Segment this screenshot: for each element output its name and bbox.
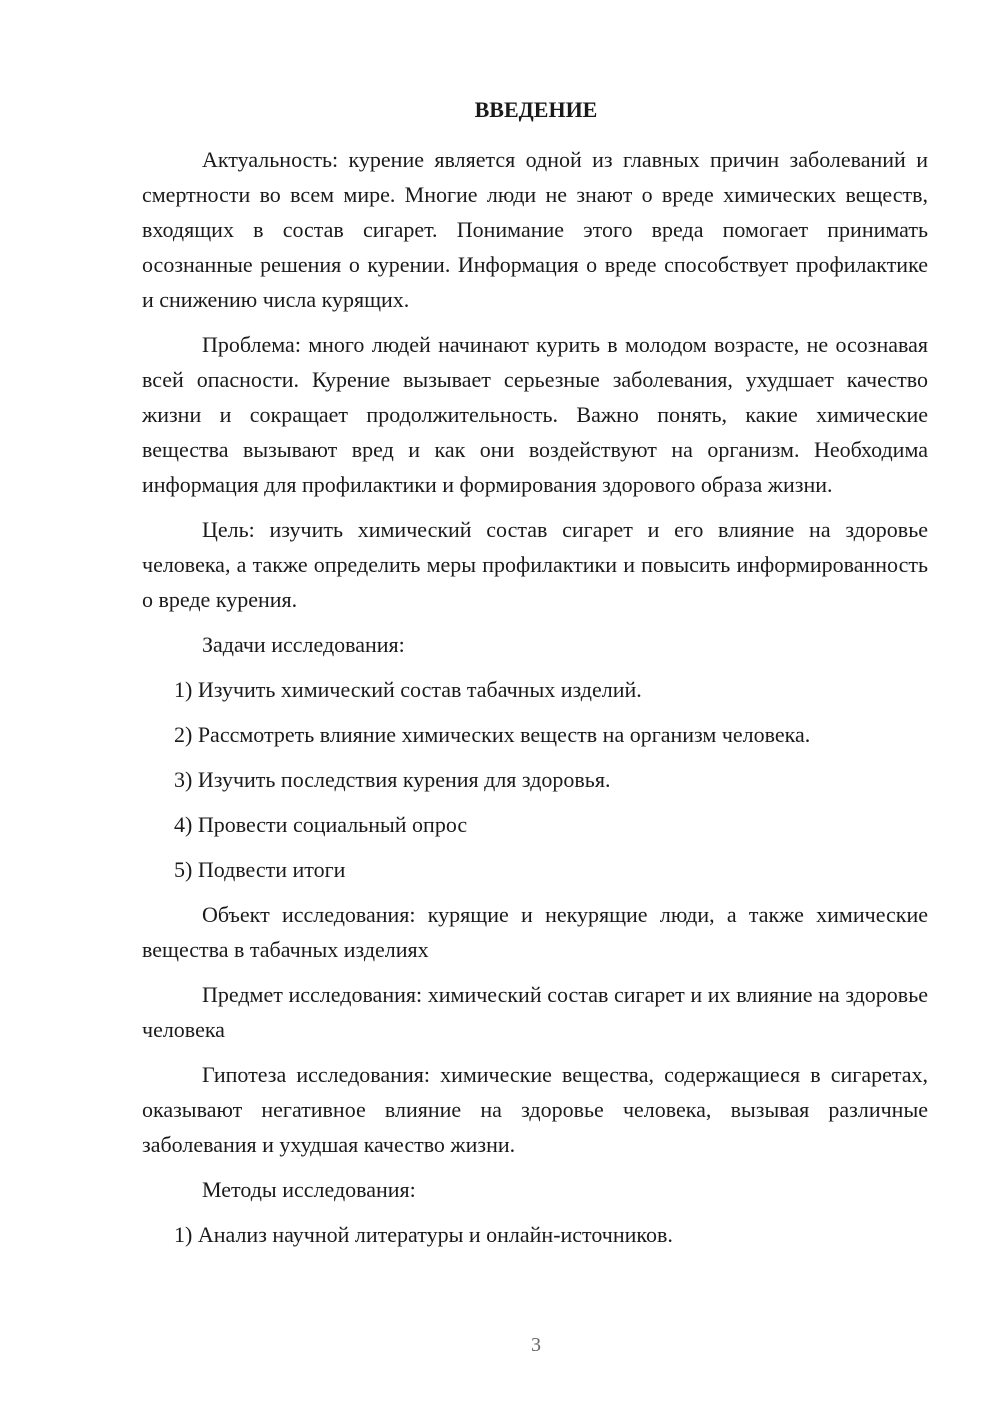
page-title: ВВЕДЕНИЕ xyxy=(474,97,598,122)
method-item-1: 1) Анализ научной литературы и онлайн-источников. xyxy=(174,1222,673,1247)
paragraph-goal: Цель: изучить химический состав сигарет и его влияние на здоровье человека, а также определить меры профилактики и повысить информированность о вреде курения. xyxy=(142,517,928,612)
task-item-1: 1) Изучить химический состав табачных изделий. xyxy=(174,677,642,702)
tasks-heading: Задачи исследования: xyxy=(202,632,405,657)
methods-list xyxy=(142,1217,928,1252)
paragraph-problem: Проблема: много людей начинают курить в молодом возрасте, не осознавая всей опасности. Курение вызывает серьезные заболевания, ухудшает качество жизни и сокращает продолжительность. Важно понять, какие химические вещества вызывают вред и как они воздействуют на организм. Необходима информация для профилактики и формирования здорового образа жизни. xyxy=(142,332,928,497)
task-item-4: 4) Провести социальный опрос xyxy=(174,812,468,837)
tasks-list xyxy=(142,672,928,887)
document-body xyxy=(142,142,928,1262)
task-item-3: 3) Изучить последствия курения для здоровья. xyxy=(174,767,611,792)
task-item-2: 2) Рассмотреть влияние химических веществ на организм человека. xyxy=(174,722,811,747)
page-number: 3 xyxy=(531,1334,541,1356)
methods-heading: Методы исследования: xyxy=(202,1177,416,1202)
paragraph-object: Объект исследования: курящие и некурящие люди, а также химические вещества в табачных изделиях xyxy=(142,902,928,962)
paragraph-subject: Предмет исследования: химический состав сигарет и их влияние на здоровье человека xyxy=(142,982,928,1042)
task-item-5: 5) Подвести итоги xyxy=(174,857,346,882)
paragraph-relevance: Актуальность: курение является одной из главных причин заболеваний и смертности во всем мире. Многие люди не знают о вреде химических веществ, входящих в состав сигарет. Понимание этого вреда помогает принимать осознанные решения о курении. Информация о вреде способствует профилактике и снижению числа курящих. xyxy=(142,147,928,312)
paragraph-hypothesis: Гипотеза исследования: химические вещества, содержащиеся в сигаретах, оказывают негативное влияние на здоровье человека, вызывая различные заболевания и ухудшая качество жизни. xyxy=(142,1062,928,1157)
